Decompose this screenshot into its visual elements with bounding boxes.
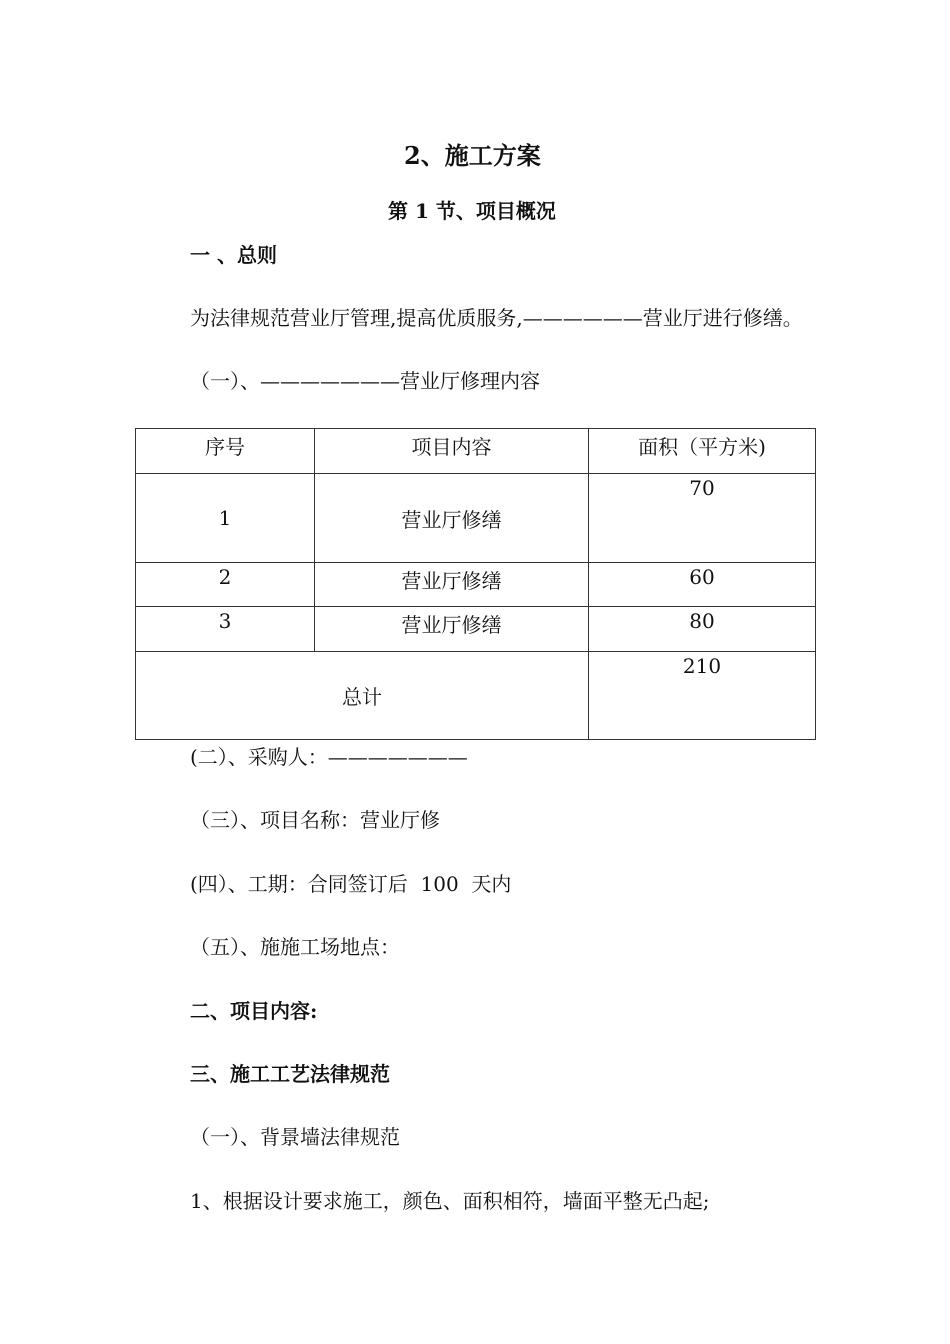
cell-area: 70 <box>589 474 816 563</box>
cell-area: 80 <box>589 607 816 652</box>
subheading-repair-content: （一）、———————营业厅修理内容 <box>190 369 540 393</box>
construction-standard-heading: 三、施工工艺法律规范 <box>190 1062 390 1086</box>
project-name-line: （三）、项目名称：营业厅修 <box>190 808 440 832</box>
header-area: 面积（平方米) <box>589 429 816 474</box>
header-no: 序号 <box>136 429 315 474</box>
table-total-row <box>136 652 816 740</box>
site-location-line: （五）、施施工场地点： <box>190 935 400 959</box>
cell-content: 营业厅修缮 <box>315 607 589 652</box>
section-title: 第 1 节、项目概况 <box>388 199 556 223</box>
cell-content: 营业厅修缮 <box>315 563 589 607</box>
table-row <box>136 607 816 652</box>
purchaser-line: (二）、采购人：——————— <box>190 745 468 769</box>
header-content: 项目内容 <box>315 429 589 474</box>
cell-no: 1 <box>136 474 315 563</box>
intro-paragraph: 为法律规范营业厅管理,提高优质服务,——————营业厅进行修缮。 <box>190 306 803 330</box>
requirement-item-1: 1、根据设计要求施工，颜色、面积相符，墙面平整无凸起; <box>190 1189 710 1213</box>
cell-content: 营业厅修缮 <box>315 474 589 563</box>
cell-no: 2 <box>136 563 315 607</box>
page-title: 2、施工方案 <box>404 141 541 170</box>
table-row <box>136 563 816 607</box>
cell-no: 3 <box>136 607 315 652</box>
total-value: 210 <box>589 652 816 740</box>
table-row <box>136 474 816 563</box>
general-heading: 一 、总则 <box>190 243 277 267</box>
project-content-heading: 二、项目内容: <box>190 999 318 1023</box>
total-label: 总计 <box>136 652 589 740</box>
duration-line: (四）、工期：合同签订后 100 天内 <box>190 872 512 896</box>
background-wall-subheading: （一）、背景墙法律规范 <box>190 1125 400 1149</box>
cell-area: 60 <box>589 563 816 607</box>
table-header-row <box>136 429 816 474</box>
repair-table <box>135 428 816 740</box>
